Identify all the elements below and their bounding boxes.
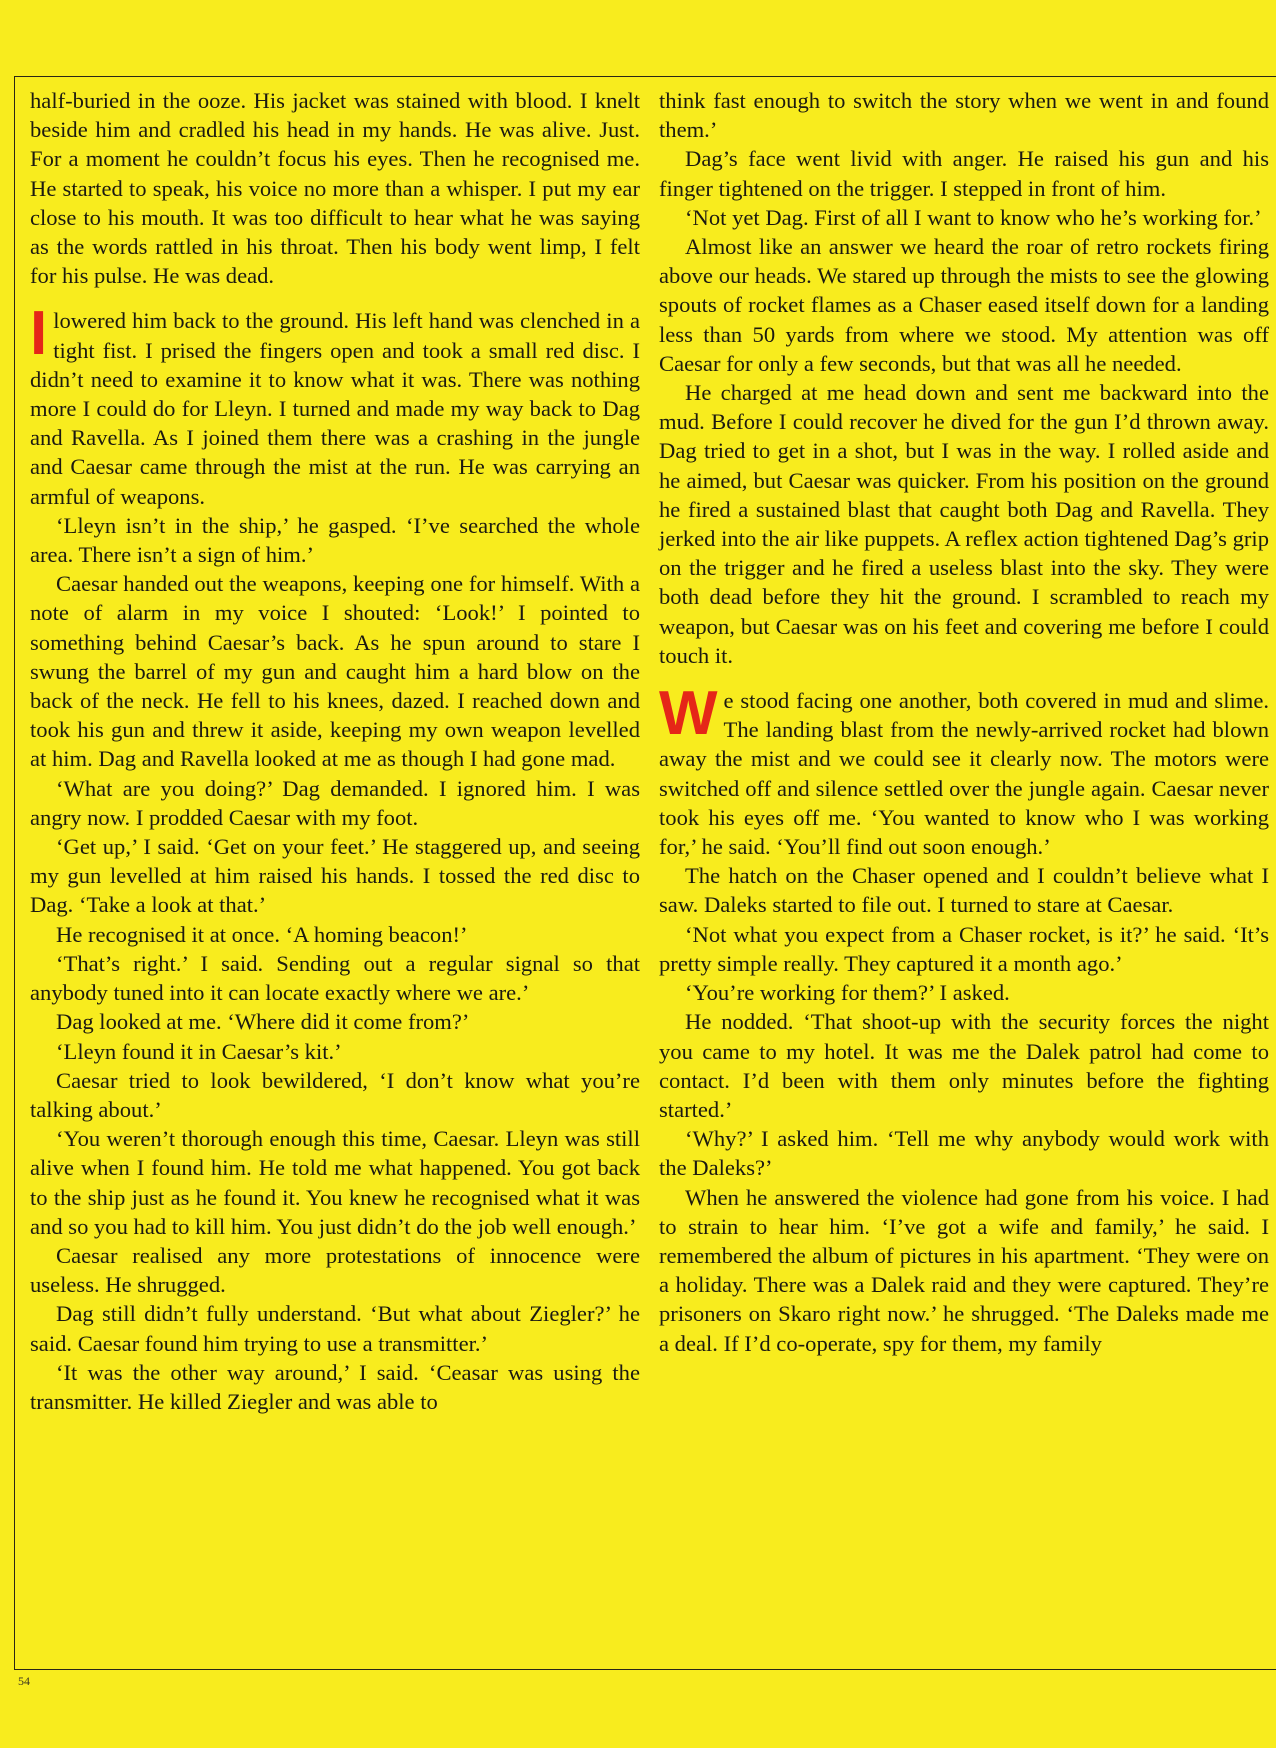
paragraph: The hatch on the Chaser opened and I couldn’t believe what I saw. Daleks started to file out. I turned to stare at Caesar.	[659, 863, 1269, 918]
paragraph-drop-cap: I lowered him back to the ground. His left hand was clenched in a tight fist. I prised the fingers open and took a small red disc. I didn’t need to examine it to know what it was. There was nothing more I could do for Lleyn. I turned and made my way back to Dag and Ravella. As I joined them there was a crashing in the jungle and Caesar came through the mist at the run. He was carrying an armful of weapons.	[30, 299, 640, 509]
paragraph: He recognised it at once. ‘A homing beacon!’	[56, 921, 468, 947]
paragraph: He charged at me head down and sent me backward into the mud. Before I could recover he dived for the gun I’d thrown away. Dag tried to get in a shot, but I was in the way. I rolled aside and he aimed, but Caesar was quicker. From his position on the ground he fired a sustained blast that caught both Dag and Ravella. They jerked into the air like puppets. A reflex action tightened Dag’s grip on the trigger and he fired a useless blast into the sky. They were both dead before they hit the ground. I scrambled to reach my weapon, but Caesar was on his feet and covering me before I could touch it.	[659, 380, 1269, 668]
paragraph: ‘That’s right.’ I said. Sending out a regular signal so that anybody tuned into it can locate exactly where we are.’	[30, 950, 640, 1006]
paragraph: think fast enough to switch the story when we went in and found them.’	[659, 88, 1269, 143]
paragraph: ‘Why?’ I asked him. ‘Tell me why anybody would work with the Daleks?’	[659, 1126, 1269, 1181]
paragraph: Dag still didn’t fully understand. ‘But what about Ziegler?’ he said. Caesar found him trying to use a transmitter.’	[30, 1301, 640, 1356]
paragraph: ‘Not yet Dag. First of all I want to know who he’s working for.’	[685, 204, 1262, 230]
paragraph: Dag looked at me. ‘Where did it come from?’	[56, 1009, 470, 1035]
paragraph: Caesar realised any more protestations of innocence were useless. He shrugged.	[30, 1242, 640, 1298]
paragraph: ‘Get up,’ I said. ‘Get on your feet.’ He staggered up, and seeing my gun levelled at him raised his hands. I tossed the red disc to Dag. ‘Take a look at that.’	[30, 834, 640, 918]
paragraph: Almost like an answer we heard the roar of retro rockets firing above our heads. We stared up through the mists to see the glowing spouts of rocket flames as a Chaser eased itself down for a landing less than 50 yards from where we stood. My attention was off Caesar for only a few seconds, but that was all he needed.	[659, 234, 1269, 376]
paragraph: He nodded. ‘That shoot-up with the security forces the night you came to my hotel. It was me the Dalek patrol had come to contact. I’d been with them only minutes before the fighting started.’	[659, 1009, 1269, 1122]
drop-cap: I	[30, 299, 48, 369]
paragraph: ‘You’re working for them?’ I asked.	[685, 980, 1010, 1006]
paragraph: ‘Lleyn found it in Caesar’s kit.’	[56, 1038, 342, 1064]
page-number: 54	[18, 1674, 30, 1688]
paragraph: When he answered the violence had gone from his voice. I had to strain to hear him. ‘I’ve got a wife and family,’ he said. I remembered the album of pictures in his apartment. ‘They were on a holiday. There was a Dalek raid and they were captured. They’re prisoners on Skaro right now.’ he shrugged. ‘The Daleks made me a deal. If I’d co-operate, spy for them, my family	[659, 1184, 1269, 1356]
paragraph: ‘Lleyn isn’t in the ship,’ he gasped. ‘I’ve searched the whole area. There isn’t a sign of him.’	[30, 512, 640, 568]
right-column	[659, 86, 1269, 1358]
left-column	[30, 86, 640, 1416]
paragraph: half-buried in the ooze. His jacket was stained with blood. I knelt beside him and cradled his head in my hands. He was alive. Just. For a moment he couldn’t focus his eyes. Then he recognised me. He started to speak, his voice no more than a whisper. I put my ear close to his mouth. It was too difficult to hear what he was saying as the words rattled in his throat. Then his body went limp, I felt for his pulse. He was dead.	[30, 88, 640, 289]
paragraph: Caesar handed out the weapons, keeping one for himself. With a note of alarm in my voice I shouted: ‘Look!’ I pointed to something behind Caesar’s back. As he spun around to stare I swung the barrel of my gun and caught him a hard blow on the back of the neck. He fell to his knees, dazed. I reached down and took his gun and threw it aside, keeping my own weapon levelled at him. Dag and Ravella looked at me as though I had gone mad.	[30, 571, 640, 772]
paragraph-drop-cap: We stood facing one another, both covered in mud and slime. The landing blast from the newly-arrived rocket had blown away the mist and we could see it clearly now. The motors were switched off and silence settled over the jungle again. Caesar never took his eyes off me. ‘You wanted to know who I was working for,’ he said. ‘You’ll find out soon enough.’	[659, 679, 1269, 860]
paragraph: Dag’s face went livid with anger. He raised his gun and his finger tightened on the trigger. I stepped in front of him.	[659, 146, 1269, 201]
paragraph: ‘It was the other way around,’ I said. ‘Ceasar was using the transmitter. He killed Ziegler and was able to	[30, 1359, 640, 1414]
paragraph: ‘You weren’t thorough enough this time, Caesar. Lleyn was still alive when I found him. He told me what happened. You got back to the ship just as he found it. You knew he recognised what it was and so you had to kill him. You just didn’t do the job well enough.’	[30, 1126, 640, 1239]
paragraph: ‘Not what you expect from a Chaser rocket, is it?’ he said. ‘It’s pretty simple really. They captured it a month ago.’	[659, 921, 1269, 976]
paragraph: ‘What are you doing?’ Dag demanded. I ignored him. I was angry now. I prodded Caesar with my foot.	[30, 775, 640, 830]
paragraph: Caesar tried to look bewildered, ‘I don’t know what you’re talking about.’	[30, 1067, 640, 1122]
drop-cap: W	[659, 679, 718, 749]
